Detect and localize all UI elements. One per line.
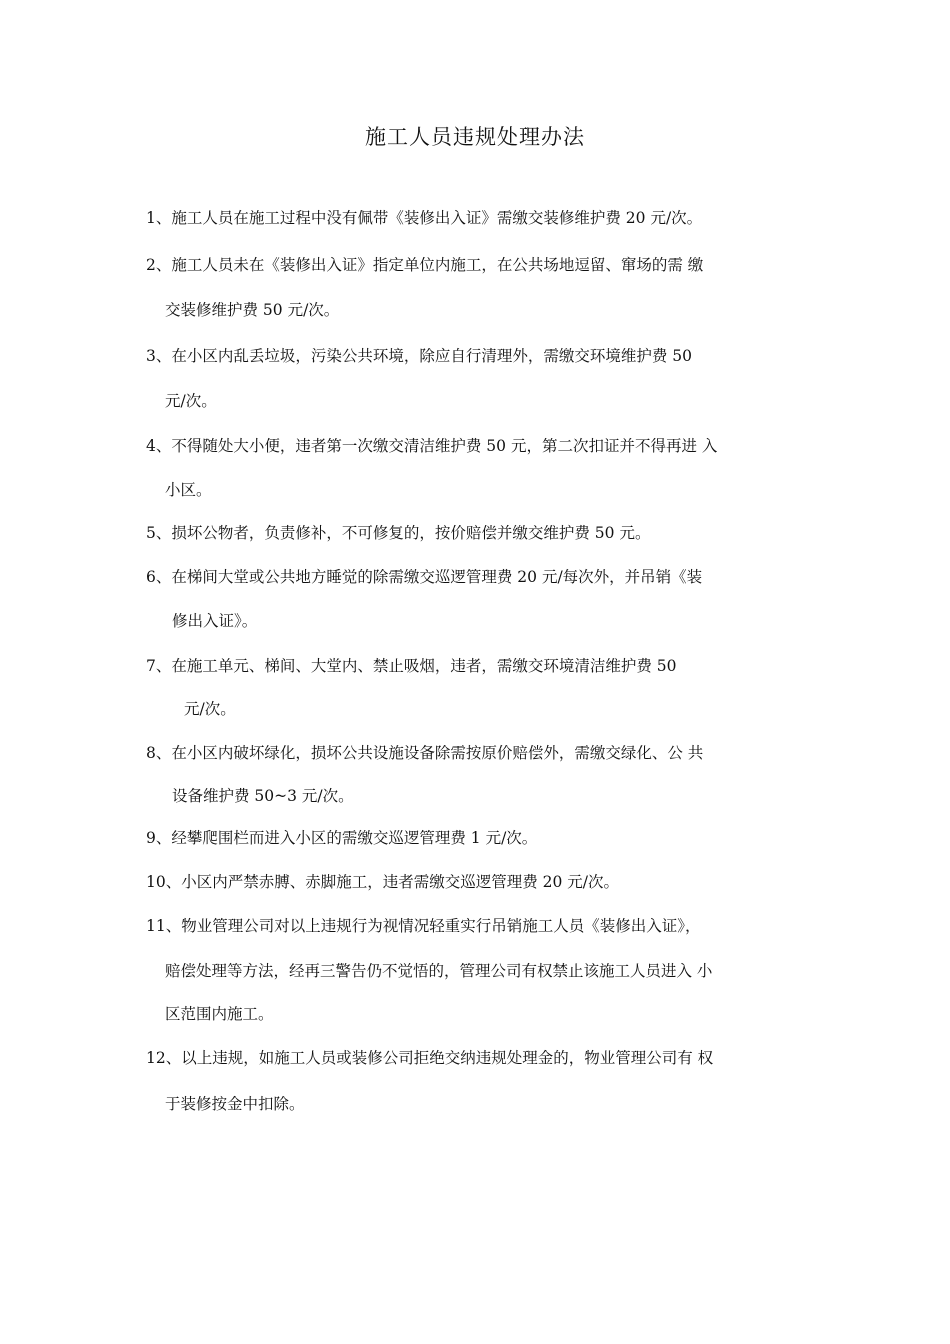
rule-4-line-2: 小区。	[165, 481, 212, 499]
rule-4-line-1: 4、不得随处大小便，违者第一次缴交清洁维护费 50 元，第二次扣证并不得再进 入	[146, 437, 718, 455]
rule-6-line-2: 修出入证》。	[172, 612, 258, 630]
rule-12-line-1: 12、以上违规，如施工人员或装修公司拒绝交纳违规处理金的，物业管理公司有 权	[146, 1049, 714, 1067]
rule-1-line-1: 1、施工人员在施工过程中没有佩带《装修出入证》需缴交装修维护费 20 元/次。	[146, 209, 703, 227]
rule-5-line-1: 5、损坏公物者，负责修补，不可修复的，按价赔偿并缴交维护费 50 元。	[146, 524, 651, 542]
rule-8-line-2: 设备维护费 50~3 元/次。	[172, 787, 354, 805]
rule-9-line-1: 9、经攀爬围栏而进入小区的需缴交巡逻管理费 1 元/次。	[146, 829, 538, 847]
rule-3-line-2: 元/次。	[165, 392, 217, 410]
rule-12-line-2: 于装修按金中扣除。	[165, 1095, 305, 1113]
rule-2-line-1: 2、施工人员未在《装修出入证》指定单位内施工，在公共场地逗留、窜场的需 缴	[146, 256, 704, 274]
rule-10-line-1: 10、小区内严禁赤膊、赤脚施工，违者需缴交巡逻管理费 20 元/次。	[146, 873, 620, 891]
rule-7-line-1: 7、在施工单元、梯间、大堂内、禁止吸烟，违者，需缴交环境清洁维护费 50	[146, 657, 677, 675]
rule-3-line-1: 3、在小区内乱丢垃圾，污染公共环境，除应自行清理外，需缴交环境维护费 50	[146, 347, 693, 365]
rule-11-line-2: 赔偿处理等方法，经再三警告仍不觉悟的，管理公司有权禁止该施工人员进入 小	[165, 962, 713, 980]
rule-2-line-2: 交装修维护费 50 元/次。	[165, 301, 340, 319]
document-title: 施工人员违规处理办法	[365, 125, 585, 149]
rule-11-line-1: 11、物业管理公司对以上违规行为视情况轻重实行吊销施工人员《装修出入证》，	[146, 917, 701, 935]
rule-8-line-1: 8、在小区内破坏绿化，损坏公共设施设备除需按原价赔偿外，需缴交绿化、公 共	[146, 744, 704, 762]
rule-11-line-3: 区范围内施工。	[165, 1005, 274, 1023]
rule-6-line-1: 6、在梯间大堂或公共地方睡觉的除需缴交巡逻管理费 20 元/每次外，并吊销《装	[146, 568, 703, 586]
rule-7-line-2: 元/次。	[184, 700, 236, 718]
